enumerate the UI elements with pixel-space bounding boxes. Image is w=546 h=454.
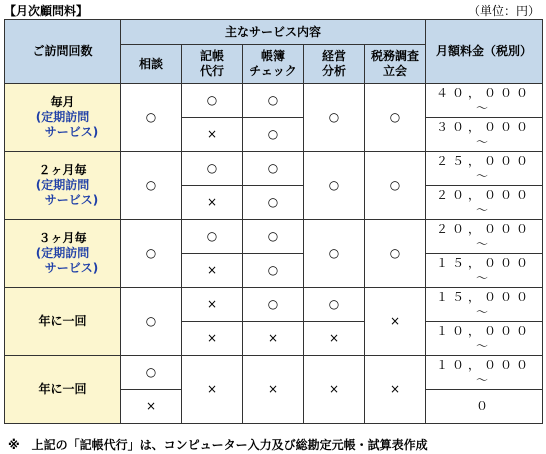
service-mark: × [182, 186, 243, 220]
visit-subtitle: (定期訪問 [35, 110, 90, 124]
visit-frequency: 年に一回 [38, 314, 87, 328]
service-mark: ○ [304, 220, 365, 288]
monthly-fee: １５，０００ ～ [426, 288, 543, 322]
service-mark: ○ [304, 288, 365, 322]
service-mark: ○ [121, 288, 182, 356]
visit-frequency: ２ヶ月毎 [38, 163, 87, 177]
service-mark: ○ [243, 288, 304, 322]
service-mark: ○ [182, 152, 243, 186]
monthly-fee: ４０，０００ ～ [426, 84, 543, 118]
footnote: ※ 上記の「記帳代行」は、コンピューター入力及び総勘定元帳・試算表作成 [8, 438, 428, 452]
table-caption: 【月次顧問料】 [4, 4, 89, 18]
header-service-audit [365, 45, 426, 84]
visit-subtitle: サービス) [44, 193, 99, 207]
service-mark: ○ [121, 152, 182, 220]
visit-frequency: 年に一回 [38, 382, 87, 396]
table-row [5, 288, 543, 322]
service-mark: ○ [121, 220, 182, 288]
visit-frequency-cell [5, 152, 121, 220]
header-service-line: 分析 [321, 64, 346, 78]
service-mark: × [304, 356, 365, 424]
service-mark: ○ [304, 84, 365, 152]
header-service-line: 帳簿 [260, 49, 285, 63]
visit-frequency-cell [5, 84, 121, 152]
service-mark: ○ [365, 84, 426, 152]
service-mark: × [243, 322, 304, 356]
monthly-fee: ２０，０００ ～ [426, 220, 543, 254]
table-row [5, 152, 543, 186]
service-mark: × [182, 254, 243, 288]
monthly-fee: ０ [426, 390, 543, 424]
monthly-fee: ２０，０００ ～ [426, 186, 543, 220]
header-service-consult [121, 45, 182, 84]
header-fee: 月額料金（税別） [426, 20, 543, 84]
service-mark: ○ [182, 220, 243, 254]
monthly-fee: １０，０００ ～ [426, 322, 543, 356]
fee-table [4, 19, 543, 424]
header-service-bookkeeping [182, 45, 243, 84]
header-service-line: チェック [249, 64, 297, 78]
service-mark: × [365, 356, 426, 424]
header-service-line: 代行 [199, 64, 224, 78]
visit-subtitle: サービス) [44, 125, 99, 139]
service-mark: × [121, 390, 182, 424]
service-mark: ○ [243, 186, 304, 220]
monthly-fee: １５，０００ ～ [426, 254, 543, 288]
service-mark: × [365, 288, 426, 356]
header-service-line: 記帳 [199, 49, 224, 63]
service-mark: ○ [121, 84, 182, 152]
service-mark: × [243, 356, 304, 424]
service-mark: × [182, 322, 243, 356]
service-mark: ○ [365, 220, 426, 288]
header-service-analysis [304, 45, 365, 84]
service-mark: ○ [243, 118, 304, 152]
service-mark: × [182, 356, 243, 424]
service-mark: × [182, 288, 243, 322]
service-mark: ○ [121, 356, 182, 390]
table-row [5, 356, 543, 390]
header-services: 主なサービス内容 [121, 20, 426, 45]
table-row [5, 84, 543, 118]
service-mark: ○ [243, 84, 304, 118]
service-mark: × [304, 322, 365, 356]
visit-subtitle: サービス) [44, 261, 99, 275]
visit-frequency-cell [5, 288, 121, 356]
visit-subtitle: (定期訪問 [35, 246, 90, 260]
service-mark: ○ [182, 84, 243, 118]
table-row [5, 220, 543, 254]
visit-subtitle-wrap [5, 125, 120, 140]
service-mark: ○ [243, 152, 304, 186]
visit-subtitle-wrap [5, 261, 120, 276]
monthly-fee: ３０，０００ ～ [426, 118, 543, 152]
service-mark: ○ [243, 254, 304, 288]
header-service-line: 経営 [321, 49, 346, 63]
header-service-line: 立会 [383, 64, 408, 78]
visit-frequency: 毎月 [50, 95, 75, 109]
service-mark: ○ [243, 220, 304, 254]
service-mark: ○ [304, 152, 365, 220]
visit-frequency-cell [5, 356, 121, 424]
monthly-fee: １０，０００ ～ [426, 356, 543, 390]
service-mark: ○ [365, 152, 426, 220]
header-service-line: 相談 [138, 56, 163, 71]
service-mark: × [182, 118, 243, 152]
unit-label: （単位：円） [467, 4, 540, 18]
visit-frequency-cell [5, 220, 121, 288]
header-visits: ご訪問回数 [5, 20, 121, 84]
header-service-check [243, 45, 304, 84]
header-service-line: 税務調査 [371, 49, 420, 63]
visit-subtitle: (定期訪問 [35, 178, 90, 192]
visit-subtitle-wrap [5, 193, 120, 208]
monthly-fee: ２５，０００ ～ [426, 152, 543, 186]
visit-frequency: ３ヶ月毎 [38, 231, 87, 245]
